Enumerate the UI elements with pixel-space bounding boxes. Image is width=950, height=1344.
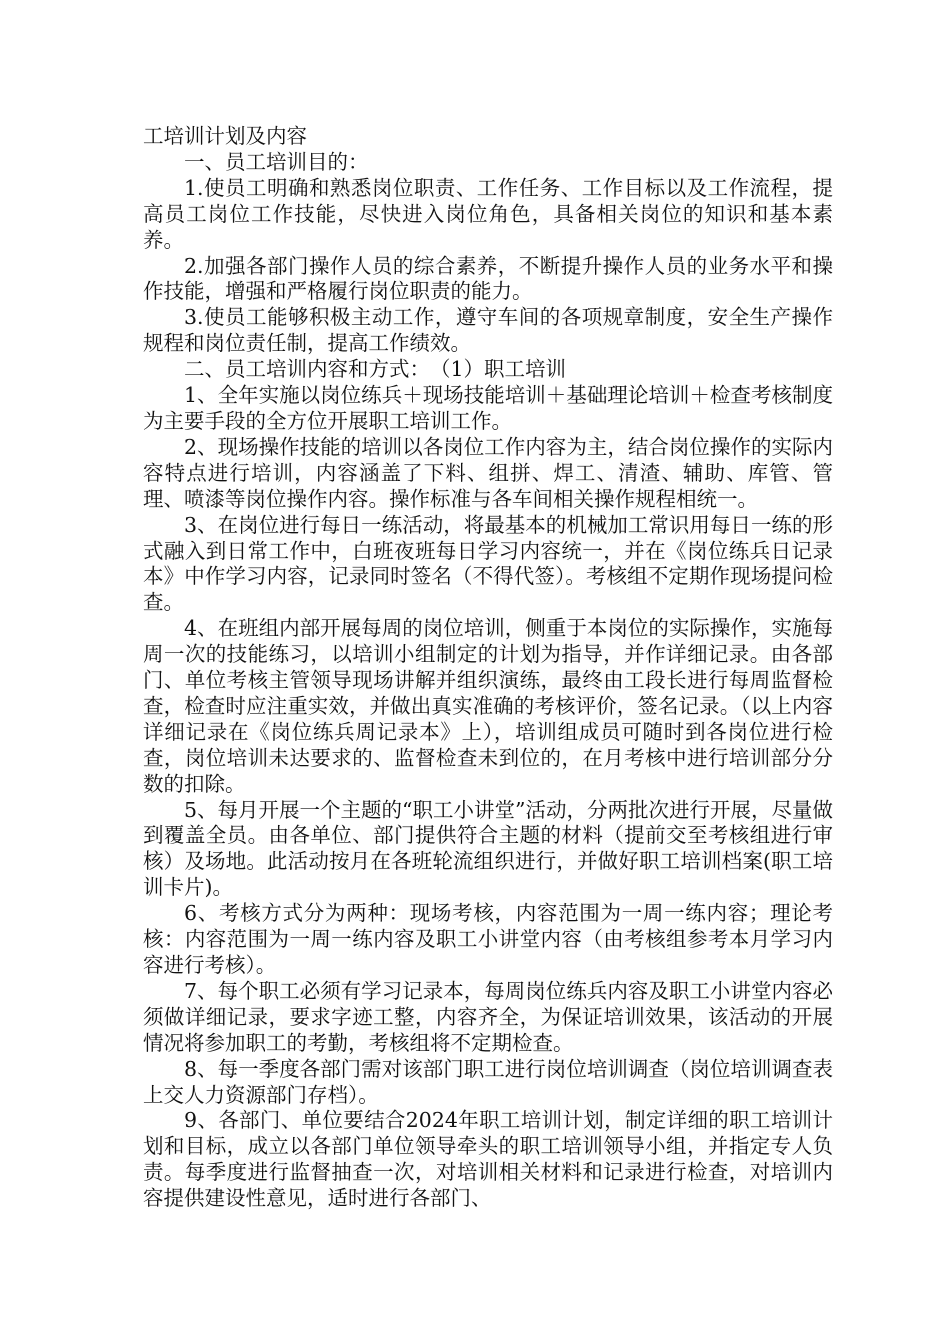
paragraph: 4、在班组内部开展每周的岗位培训，侧重于本岗位的实际操作，实施每周一次的技能练习，以培训小组制定的计划为指导，并作详细记录。由各部门、单位考核主管领导现场讲解并组织演练，最终由工段长进行每周监督检查，检查时应注重实效，并做出真实准确的考核评价，签名记录。（以上内容详细记录在《岗位练兵周记录本》上），培训组成员可随时到各岗位进行检查，岗位培训未达要求的、监督检查未到位的，在月考核中进行培训部分分数的扣除。 xyxy=(143,616,833,796)
paragraph: 3.使员工能够积极主动工作，遵守车间的各项规章制度，安全生产操作规程和岗位责任制，提高工作绩效。 xyxy=(143,305,833,356)
paragraph: 3、在岗位进行每日一练活动，将最基本的机械加工常识用每日一练的形式融入到日常工作中，白班夜班每日学习内容统一，并在《岗位练兵日记录本》中作学习内容，记录同时签名（不得代签）。考核组不定期作现场提问检查。 xyxy=(143,512,833,615)
section-heading-content: 二、员工培训内容和方式： （1）职工培训 xyxy=(184,357,567,382)
paragraph: 2.加强各部门操作人员的综合素养，不断提升操作人员的业务水平和操作技能，增强和严格履行岗位职责的能力。 xyxy=(143,253,833,304)
paragraph: 1.使员工明确和熟悉岗位职责、工作任务、工作目标以及工作流程，提高员工岗位工作技能，尽快进入岗位角色，具备相关岗位的知识和基本素养。 xyxy=(143,175,833,252)
paragraph: 8、每一季度各部门需对该部门职工进行岗位培训调查（岗位培训调查表上交人力资源部门存档）。 xyxy=(143,1056,833,1107)
paragraph: 7、每个职工必须有学习记录本，每周岗位练兵内容及职工小讲堂内容必须做详细记录，要求字迹工整，内容齐全，为保证培训效果，该活动的开展情况将参加职工的考勤，考核组将不定期检查。 xyxy=(143,978,833,1055)
paragraph: 2、现场操作技能的培训以各岗位工作内容为主，结合岗位操作的实际内容特点进行培训，内容涵盖了下料、组拼、焊工、清渣、辅助、库管、管理、喷漆等岗位操作内容。操作标准与各车间相关操作规程相统一。 xyxy=(143,434,833,511)
document-page xyxy=(143,124,833,1212)
paragraph: 5、每月开展一个主题的“职工小讲堂”活动，分两批次进行开展，尽量做到覆盖全员。由各单位、部门提供符合主题的材料（提前交至考核组进行审核）及场地。此活动按月在各班轮流组织进行，并做好职工培训档案(职工培训卡片)。 xyxy=(143,797,834,900)
section-heading-purpose: 一、员工培训目的： xyxy=(184,149,369,174)
document-title: 工培训计划及内容 xyxy=(143,124,307,148)
paragraph: 6、考核方式分为两种：现场考核，内容范围为一周一练内容；理论考核：内容范围为一周一练内容及职工小讲堂内容（由考核组参考本月学习内容进行考核）。 xyxy=(143,901,833,977)
paragraph: 9、各部门、单位要结合2024年职工培训计划，制定详细的职工培训计划和目标，成立以各部门单位领导牵头的职工培训领导小组，并指定专人负责。每季度进行监督抽查一次，对培训相关材料和记录进行检查，对培训内容提供建设性意见，适时进行各部门、 xyxy=(143,1108,833,1211)
paragraph: 1、全年实施以岗位练兵＋现场技能培训＋基础理论培训＋检查考核制度为主要手段的全方位开展职工培训工作。 xyxy=(143,383,833,433)
